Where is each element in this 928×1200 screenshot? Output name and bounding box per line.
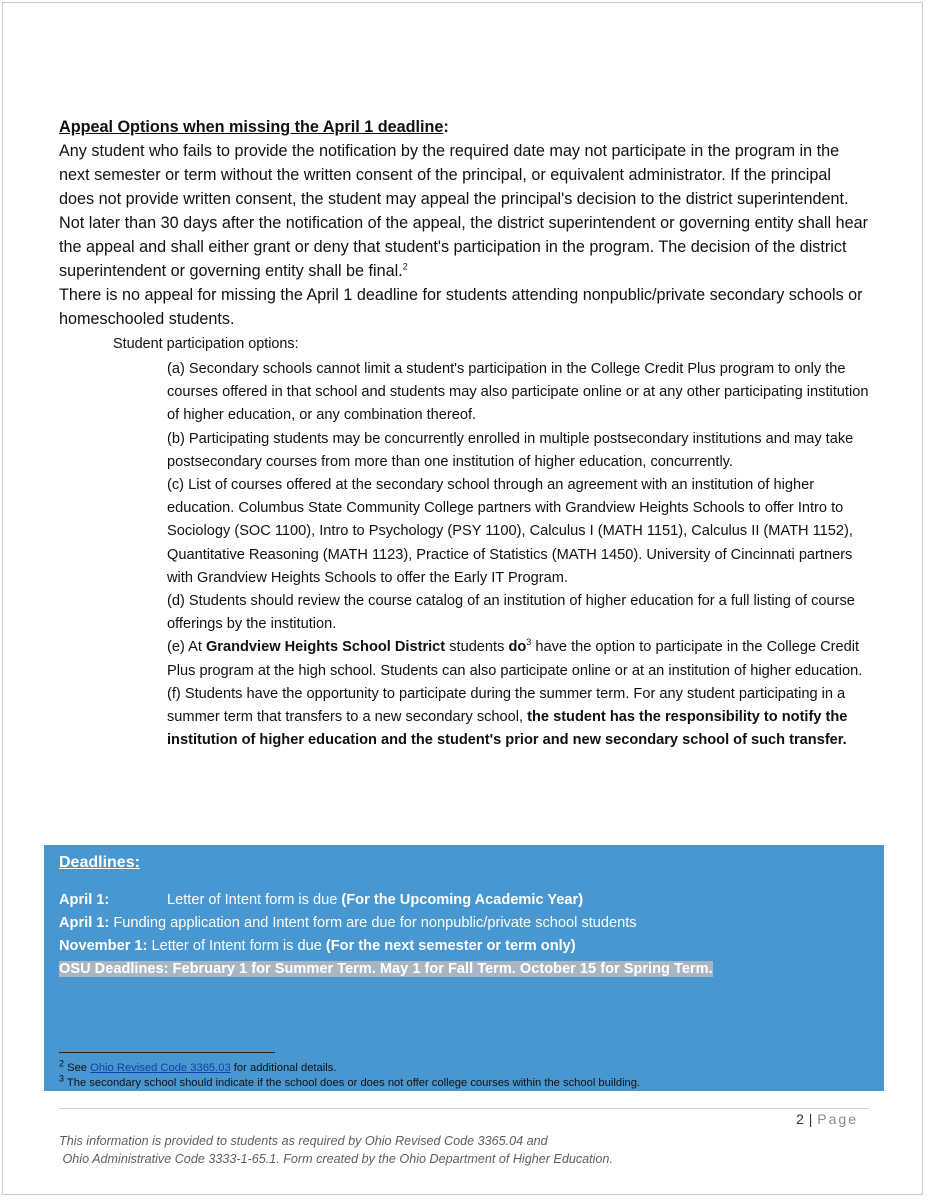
footnote-ref-3[interactable]: 3 xyxy=(526,637,532,648)
option-e-mid: students xyxy=(445,639,509,656)
appeal-heading: Appeal Options when missing the April 1 deadline xyxy=(59,118,444,136)
document-page xyxy=(2,2,923,1195)
option-e-district: Grandview Heights School District xyxy=(205,639,446,656)
option-b: (b) Participating students may be concurrently enrolled in multiple postsecondary institutions and may take postsecondary courses from more than one institution of higher education, concurrently. xyxy=(167,430,854,470)
option-e-prefix: (e) At xyxy=(167,639,206,656)
page-number xyxy=(796,1111,858,1127)
option-f-bold: the student has the responsibility to notify the institution of higher education and the student's prior and new secondary school of such transfer. xyxy=(167,709,848,749)
footnote-3-text: The secondary school should indicate if the school does or does not offer college courses within the school building. xyxy=(64,1077,641,1089)
footnote-3-mark: 3 xyxy=(59,1073,65,1084)
footer-line-2: Ohio Administrative Code 3333-1-65.1. Form created by the Ohio Department of Higher Education. xyxy=(59,1152,613,1166)
main-body xyxy=(59,115,869,752)
deadline-row-3-text: Letter of Intent form is due xyxy=(147,938,326,954)
footer-line-1: This information is provided to students as required by Ohio Revised Code 3365.04 and xyxy=(59,1134,548,1148)
footer-divider xyxy=(59,1108,869,1109)
footnote-2-post: for additional details. xyxy=(230,1062,337,1074)
option-a: (a) Secondary schools cannot limit a student's participation in the College Credit Plus program to only the courses offered in that school and students may also participate online or at any other participating institution of higher education, or any combination thereof. xyxy=(167,361,869,424)
footnote-ref-2[interactable]: 2 xyxy=(402,261,408,272)
participation-options xyxy=(167,358,869,752)
deadline-row-1-bold: (For the Upcoming Academic Year) xyxy=(341,892,584,908)
appeal-paragraph-1 xyxy=(59,139,869,283)
deadline-row-2-label: April 1: xyxy=(59,915,110,931)
appeal-heading-colon: : xyxy=(443,118,449,136)
page-number-word: Page xyxy=(817,1111,858,1127)
deadlines-list xyxy=(59,889,879,981)
appeal-paragraph-1-text: Any student who fails to provide the notification by the required date may not participate in the program in the next semester or term without the written consent of the principal, or equivalent administrator. If the principal does not provide written consent, the student may appeal the principal's decision to the district superintendent. Not later than 30 days after the notification of the appeal, the district superintendent or governing entity shall hear the appeal and shall either grant or deny that student's participation in the program. The decision of the district superintendent or governing entity shall be final. xyxy=(59,142,868,280)
participation-heading: Student participation options: xyxy=(113,336,299,352)
ohio-revised-code-link[interactable]: Ohio Revised Code 3365.03 xyxy=(90,1062,231,1074)
footnote-2-pre: See xyxy=(64,1062,91,1074)
deadline-row-1-label: April 1: xyxy=(59,892,110,908)
deadline-row-osu xyxy=(59,958,879,981)
option-e-do: do xyxy=(508,639,527,656)
appeal-heading-line xyxy=(59,115,869,139)
option-e xyxy=(167,636,869,682)
deadlines-box xyxy=(44,845,884,1091)
footnote-3 xyxy=(59,1073,879,1091)
option-e-rest: have the option to participate in the College Credit Plus program at the high school. Students can also participate online or at an institution of higher education. xyxy=(167,639,863,679)
footnote-2 xyxy=(59,1058,879,1076)
deadlines-title: Deadlines: xyxy=(59,854,140,871)
appeal-paragraph-2: There is no appeal for missing the April 1 deadline for students attending nonpublic/private secondary schools or homeschooled students. xyxy=(59,286,863,328)
deadline-row-1 xyxy=(59,889,879,912)
option-f-text: (f) Students have the opportunity to participate during the summer term. For any student participating in a summer term that transfers to a new secondary school, xyxy=(167,685,846,726)
deadline-row-3-label: November 1: xyxy=(59,938,148,954)
deadline-row-2-text: Funding application and Intent form are due for nonpublic/private school students xyxy=(109,915,637,931)
deadline-row-2 xyxy=(59,912,879,935)
footnote-2-mark: 2 xyxy=(59,1058,65,1069)
deadline-row-3 xyxy=(59,935,879,958)
footnote-separator xyxy=(59,1052,275,1053)
option-c: (c) List of courses offered at the secondary school through an agreement with an institution of higher education. Columbus State Community College partners with Grandview Heights Schools to offer Intro to Sociology (SOC 1100), Intro to Psychology (PSY 1100), Calculus I (MATH 1151), Calculus II (MATH 1152), Quantitative Reasoning (MATH 1123), Practice of Statistics (MATH 1450). University of Cincinnati partners with Grandview Heights Schools to offer the Early IT Program. xyxy=(167,477,853,586)
page-number-separator: | xyxy=(804,1111,818,1127)
footer-note xyxy=(59,1132,613,1168)
option-f xyxy=(167,683,869,753)
page-number-value: 2 xyxy=(796,1111,805,1127)
deadline-row-3-bold: (For the next semester or term only) xyxy=(325,938,576,954)
osu-deadlines-highlight: OSU Deadlines: February 1 for Summer Term. May 1 for Fall Term. October 15 for Spring Term. xyxy=(59,961,713,977)
footnotes xyxy=(59,1058,879,1091)
deadline-row-1-text: Letter of Intent form is due xyxy=(167,892,342,908)
option-d: (d) Students should review the course catalog of an institution of higher education for a full listing of course offerings by the institution. xyxy=(167,593,855,633)
